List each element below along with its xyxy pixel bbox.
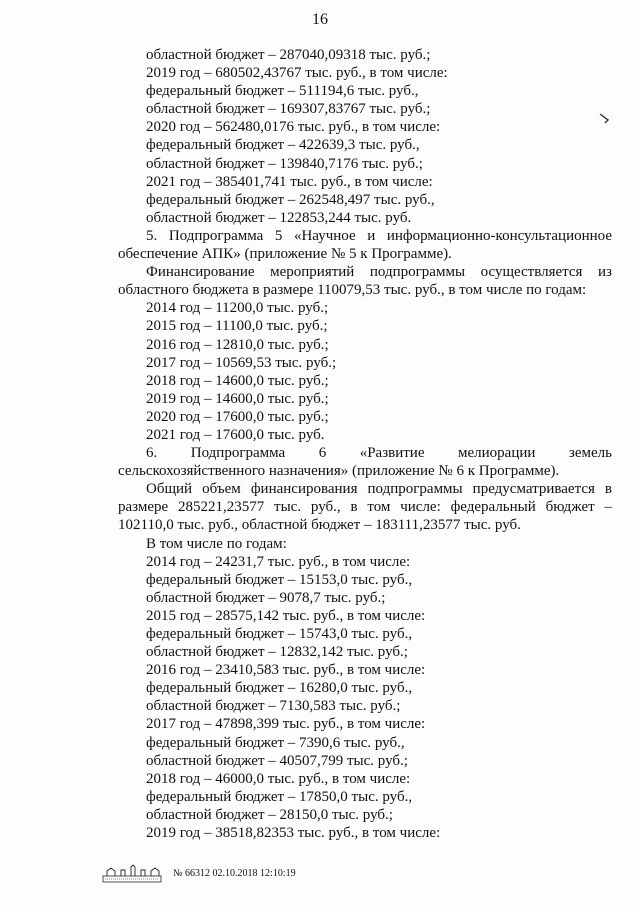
text-line: федеральный бюджет – 262548,497 тыс. руб., — [146, 191, 435, 208]
text-line: областной бюджет – 287040,09318 тыс. руб.; — [146, 47, 431, 63]
text-line: сельскохозяйственного назначения» (приложение № 6 к Программе). — [118, 463, 560, 480]
text-line: размере 285221,23577 тыс. руб., в том числе: федеральный бюджет – — [118, 499, 612, 516]
document-footer — [101, 864, 341, 886]
text-line: 2021 год – 17600,0 тыс. руб. — [146, 426, 325, 443]
text-line: Общий объем финансирования подпрограммы предусматривается в — [146, 481, 612, 498]
text-line: 2017 год – 47898,399 тыс. руб., в том числе: — [146, 716, 426, 733]
text-line: федеральный бюджет – 7390,6 тыс. руб., — [146, 734, 405, 751]
text-line: 2016 год – 23410,583 тыс. руб., в том числе: — [146, 662, 426, 679]
text-line: 2021 год – 385401,741 тыс. руб., в том числе: — [146, 173, 433, 190]
text-line: 2019 год – 14600,0 тыс. руб.; — [146, 390, 329, 407]
text-line: 2020 год – 562480,0176 тыс. руб., в том числе: — [146, 119, 441, 136]
text-line: федеральный бюджет – 511194,6 тыс. руб., — [146, 83, 419, 100]
text-line: федеральный бюджет – 15743,0 тыс. руб., — [146, 626, 413, 642]
text-line: областной бюджет – 122853,244 тыс. руб. — [146, 209, 412, 226]
text-line: областной бюджет – 40507,799 тыс. руб.; — [146, 752, 408, 769]
text-line: 2016 год – 12810,0 тыс. руб.; — [146, 336, 329, 353]
text-line: 2018 год – 46000,0 тыс. руб., в том числе: — [146, 770, 411, 787]
document-body — [118, 46, 612, 842]
text-line: 2020 год – 17600,0 тыс. руб.; — [146, 408, 329, 425]
text-line: 2014 год – 24231,7 тыс. руб., в том числе: — [146, 553, 411, 570]
text-line: 2015 год – 11100,0 тыс. руб.; — [146, 318, 328, 335]
text-line: федеральный бюджет – 15153,0 тыс. руб., — [146, 571, 413, 588]
text-line: федеральный бюджет – 422639,3 тыс. руб., — [146, 137, 420, 154]
text-line: 6. Подпрограмма 6 «Развитие мелиорации земель — [146, 445, 612, 462]
text-line: Финансирование мероприятий подпрограммы осуществляется из — [146, 264, 612, 281]
text-line: областной бюджет – 139840,7176 тыс. руб.; — [146, 155, 423, 172]
text-line: областной бюджет – 12832,142 тыс. руб.; — [146, 644, 408, 661]
text-line: 2019 год – 680502,43767 тыс. руб., в том числе: — [146, 65, 448, 82]
text-line: 2015 год – 28575,142 тыс. руб., в том числе: — [146, 607, 426, 624]
text-line: 102110,0 тыс. руб., областной бюджет – 183111,23577 тыс. руб. — [118, 517, 521, 534]
text-line: 2017 год – 10569,53 тыс. руб.; — [146, 354, 337, 371]
text-line: 2018 год – 14600,0 тыс. руб.; — [146, 372, 329, 389]
text-line: 5. Подпрограмма 5 «Научное и информационно-консультационное — [146, 227, 612, 244]
text-line: областной бюджет – 9078,7 тыс. руб.; — [146, 589, 386, 606]
registry-stamp-icon — [101, 864, 163, 884]
text-line: областного бюджета в размере 110079,53 тыс. руб., в том числе по годам: — [118, 282, 587, 299]
text-line: областной бюджет – 28150,0 тыс. руб.; — [146, 806, 393, 823]
text-line: областной бюджет – 169307,83767 тыс. руб.; — [146, 101, 431, 118]
text-line: федеральный бюджет – 17850,0 тыс. руб., — [146, 788, 413, 805]
text-line: 2019 год – 38518,82353 тыс. руб., в том числе: — [146, 825, 441, 842]
text-line: федеральный бюджет – 16280,0 тыс. руб., — [146, 680, 413, 697]
page-number: 16 — [312, 11, 328, 28]
text-line: В том числе по годам: — [146, 535, 287, 552]
text-line: обеспечение АПК» (приложение № 5 к Программе). — [118, 246, 452, 263]
text-line: областной бюджет – 7130,583 тыс. руб.; — [146, 698, 401, 715]
registration-number: № 66312 02.10.2018 12:10:19 — [173, 868, 296, 879]
text-line: 2014 год – 11200,0 тыс. руб.; — [146, 300, 329, 317]
